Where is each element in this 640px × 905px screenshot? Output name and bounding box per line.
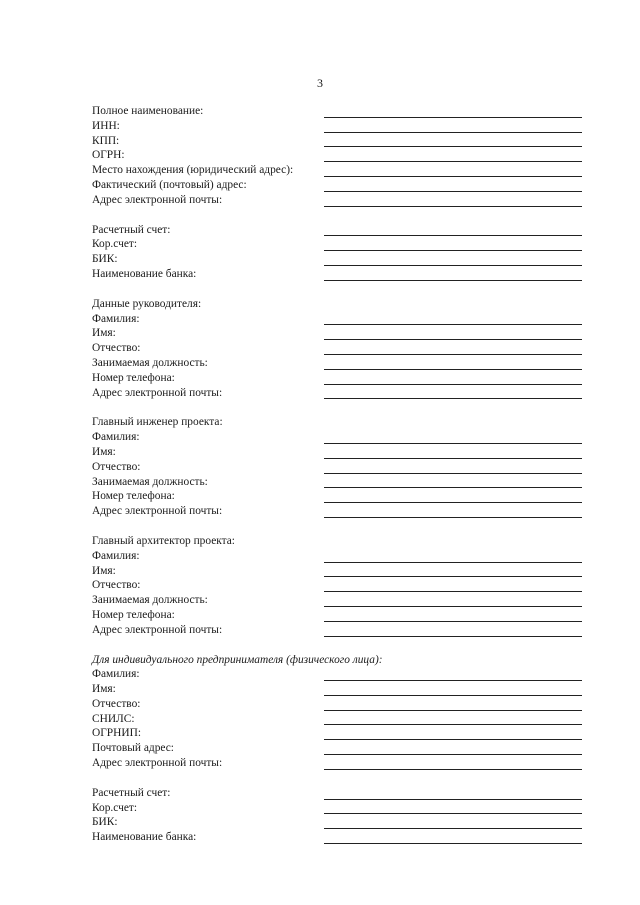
fill-in-line[interactable] bbox=[324, 828, 582, 829]
fill-in-line[interactable] bbox=[324, 280, 582, 281]
form-field-row bbox=[92, 119, 582, 134]
field-label: Фамилия: bbox=[92, 431, 140, 444]
fill-in-line[interactable] bbox=[324, 621, 582, 622]
form-section bbox=[92, 297, 582, 401]
fill-in-line[interactable] bbox=[324, 473, 582, 474]
form-field-row bbox=[92, 267, 582, 282]
form-field-row bbox=[92, 356, 582, 371]
field-label: СНИЛС: bbox=[92, 712, 135, 725]
fill-in-line[interactable] bbox=[324, 562, 582, 563]
form-field-row bbox=[92, 578, 582, 593]
fill-in-line[interactable] bbox=[324, 161, 582, 162]
fill-in-line[interactable] bbox=[324, 487, 582, 488]
fill-in-line[interactable] bbox=[324, 146, 582, 147]
field-label: Фамилия: bbox=[92, 312, 140, 325]
form-field-row bbox=[92, 430, 582, 445]
form-field-row bbox=[92, 504, 582, 519]
form-field-row bbox=[92, 549, 582, 564]
form-field-row bbox=[92, 445, 582, 460]
field-label: Полное наименование: bbox=[92, 105, 204, 117]
section-heading-text: Для индивидуального предпринимателя (физического лица): bbox=[92, 653, 383, 666]
field-label: Адрес электронной почты: bbox=[92, 757, 223, 770]
form-field-row bbox=[92, 386, 582, 401]
fill-in-line[interactable] bbox=[324, 117, 582, 118]
form-field-row bbox=[92, 830, 582, 845]
section-heading-text: Главный архитектор проекта: bbox=[92, 534, 235, 547]
section-spacer bbox=[92, 282, 582, 297]
field-label: Почтовый адрес: bbox=[92, 742, 174, 755]
form-field-row bbox=[92, 756, 582, 771]
section-spacer bbox=[92, 400, 582, 415]
form-field-row bbox=[92, 564, 582, 579]
form-field-row bbox=[92, 608, 582, 623]
form-section bbox=[92, 786, 582, 845]
fill-in-line[interactable] bbox=[324, 576, 582, 577]
field-label: ОГРНИП: bbox=[92, 727, 141, 740]
fill-in-line[interactable] bbox=[324, 710, 582, 711]
fill-in-line[interactable] bbox=[324, 191, 582, 192]
form-field-row bbox=[92, 148, 582, 163]
field-label: Занимаемая должность: bbox=[92, 594, 208, 607]
fill-in-line[interactable] bbox=[324, 235, 582, 236]
field-label: Расчетный счет: bbox=[92, 223, 171, 236]
fill-in-line[interactable] bbox=[324, 517, 582, 518]
field-label: Адрес электронной почты: bbox=[92, 193, 223, 206]
form-field-row bbox=[92, 697, 582, 712]
fill-in-line[interactable] bbox=[324, 591, 582, 592]
section-heading-text: Данные руководителя: bbox=[92, 297, 202, 310]
form-field-row bbox=[92, 682, 582, 697]
form-field-row bbox=[92, 712, 582, 727]
form-field-row bbox=[92, 593, 582, 608]
form-field-row bbox=[92, 460, 582, 475]
section-heading-text: Главный инженер проекта: bbox=[92, 416, 223, 429]
field-label: Номер телефона: bbox=[92, 490, 175, 503]
field-label: Отчество: bbox=[92, 697, 141, 710]
fill-in-line[interactable] bbox=[324, 324, 582, 325]
field-label: Кор.счет: bbox=[92, 238, 138, 251]
fill-in-line[interactable] bbox=[324, 799, 582, 800]
section-spacer bbox=[92, 771, 582, 786]
fill-in-line[interactable] bbox=[324, 813, 582, 814]
fill-in-line[interactable] bbox=[324, 636, 582, 637]
section-spacer bbox=[92, 638, 582, 653]
fill-in-line[interactable] bbox=[324, 680, 582, 681]
field-label: ОГРН: bbox=[92, 149, 125, 162]
fill-in-line[interactable] bbox=[324, 369, 582, 370]
section-spacer bbox=[92, 519, 582, 534]
field-label: Расчетный счет: bbox=[92, 786, 171, 799]
field-label: Занимаемая должность: bbox=[92, 475, 208, 488]
fill-in-line[interactable] bbox=[324, 398, 582, 399]
fill-in-line[interactable] bbox=[324, 724, 582, 725]
section-heading bbox=[92, 297, 582, 312]
field-label: Адрес электронной почты: bbox=[92, 505, 223, 518]
section-heading bbox=[92, 653, 582, 668]
form-section bbox=[92, 223, 582, 282]
fill-in-line[interactable] bbox=[324, 739, 582, 740]
form-field-row bbox=[92, 786, 582, 801]
field-label: КПП: bbox=[92, 134, 120, 147]
fill-in-line[interactable] bbox=[324, 339, 582, 340]
form-field-row bbox=[92, 326, 582, 341]
form-section bbox=[92, 415, 582, 519]
form-section bbox=[92, 653, 582, 771]
fill-in-line[interactable] bbox=[324, 176, 582, 177]
form-field-row bbox=[92, 163, 582, 178]
company-details-form bbox=[92, 104, 582, 845]
field-label: Адрес электронной почты: bbox=[92, 386, 223, 399]
field-label: Отчество: bbox=[92, 342, 141, 355]
form-field-row bbox=[92, 223, 582, 238]
field-label: Фамилия: bbox=[92, 549, 140, 562]
section-heading bbox=[92, 415, 582, 430]
form-field-row bbox=[92, 104, 582, 119]
field-label: Имя: bbox=[92, 445, 116, 458]
field-label: Номер телефона: bbox=[92, 371, 175, 384]
section-spacer bbox=[92, 208, 582, 223]
field-label: БИК: bbox=[92, 816, 118, 829]
field-label: Имя: bbox=[92, 327, 116, 340]
form-field-row bbox=[92, 489, 582, 504]
field-label: Адрес электронной почты: bbox=[92, 623, 223, 636]
field-label: Имя: bbox=[92, 564, 116, 577]
form-field-row bbox=[92, 815, 582, 830]
field-label: Номер телефона: bbox=[92, 608, 175, 621]
fill-in-line[interactable] bbox=[324, 265, 582, 266]
fill-in-line[interactable] bbox=[324, 754, 582, 755]
field-label: ИНН: bbox=[92, 119, 120, 132]
fill-in-line[interactable] bbox=[324, 443, 582, 444]
page-number: 3 bbox=[317, 76, 323, 90]
fill-in-line[interactable] bbox=[324, 206, 582, 207]
fill-in-line[interactable] bbox=[324, 769, 582, 770]
field-label: Отчество: bbox=[92, 579, 141, 592]
field-label: Наименование банка: bbox=[92, 831, 197, 844]
form-field-row bbox=[92, 623, 582, 638]
section-heading bbox=[92, 534, 582, 549]
form-field-row bbox=[92, 801, 582, 816]
form-field-row bbox=[92, 341, 582, 356]
fill-in-line[interactable] bbox=[324, 250, 582, 251]
field-label: Занимаемая должность: bbox=[92, 356, 208, 369]
form-section bbox=[92, 534, 582, 638]
form-field-row bbox=[92, 193, 582, 208]
fill-in-line[interactable] bbox=[324, 354, 582, 355]
fill-in-line[interactable] bbox=[324, 606, 582, 607]
fill-in-line[interactable] bbox=[324, 502, 582, 503]
form-section bbox=[92, 104, 582, 208]
field-label: Наименование банка: bbox=[92, 267, 197, 280]
field-label: Фактический (почтовый) адрес: bbox=[92, 178, 247, 191]
field-label: Фамилия: bbox=[92, 668, 140, 681]
form-field-row bbox=[92, 312, 582, 327]
form-field-row bbox=[92, 237, 582, 252]
fill-in-line[interactable] bbox=[324, 384, 582, 385]
fill-in-line[interactable] bbox=[324, 458, 582, 459]
form-field-row bbox=[92, 252, 582, 267]
field-label: Кор.счет: bbox=[92, 801, 138, 814]
form-field-row bbox=[92, 178, 582, 193]
form-field-row bbox=[92, 371, 582, 386]
form-field-row bbox=[92, 475, 582, 490]
form-field-row bbox=[92, 726, 582, 741]
fill-in-line[interactable] bbox=[324, 843, 582, 844]
field-label: Имя: bbox=[92, 683, 116, 696]
form-field-row bbox=[92, 134, 582, 149]
form-field-row bbox=[92, 667, 582, 682]
fill-in-line[interactable] bbox=[324, 695, 582, 696]
field-label: Место нахождения (юридический адрес): bbox=[92, 164, 294, 177]
field-label: БИК: bbox=[92, 253, 118, 266]
fill-in-line[interactable] bbox=[324, 132, 582, 133]
field-label: Отчество: bbox=[92, 460, 141, 473]
form-field-row bbox=[92, 741, 582, 756]
